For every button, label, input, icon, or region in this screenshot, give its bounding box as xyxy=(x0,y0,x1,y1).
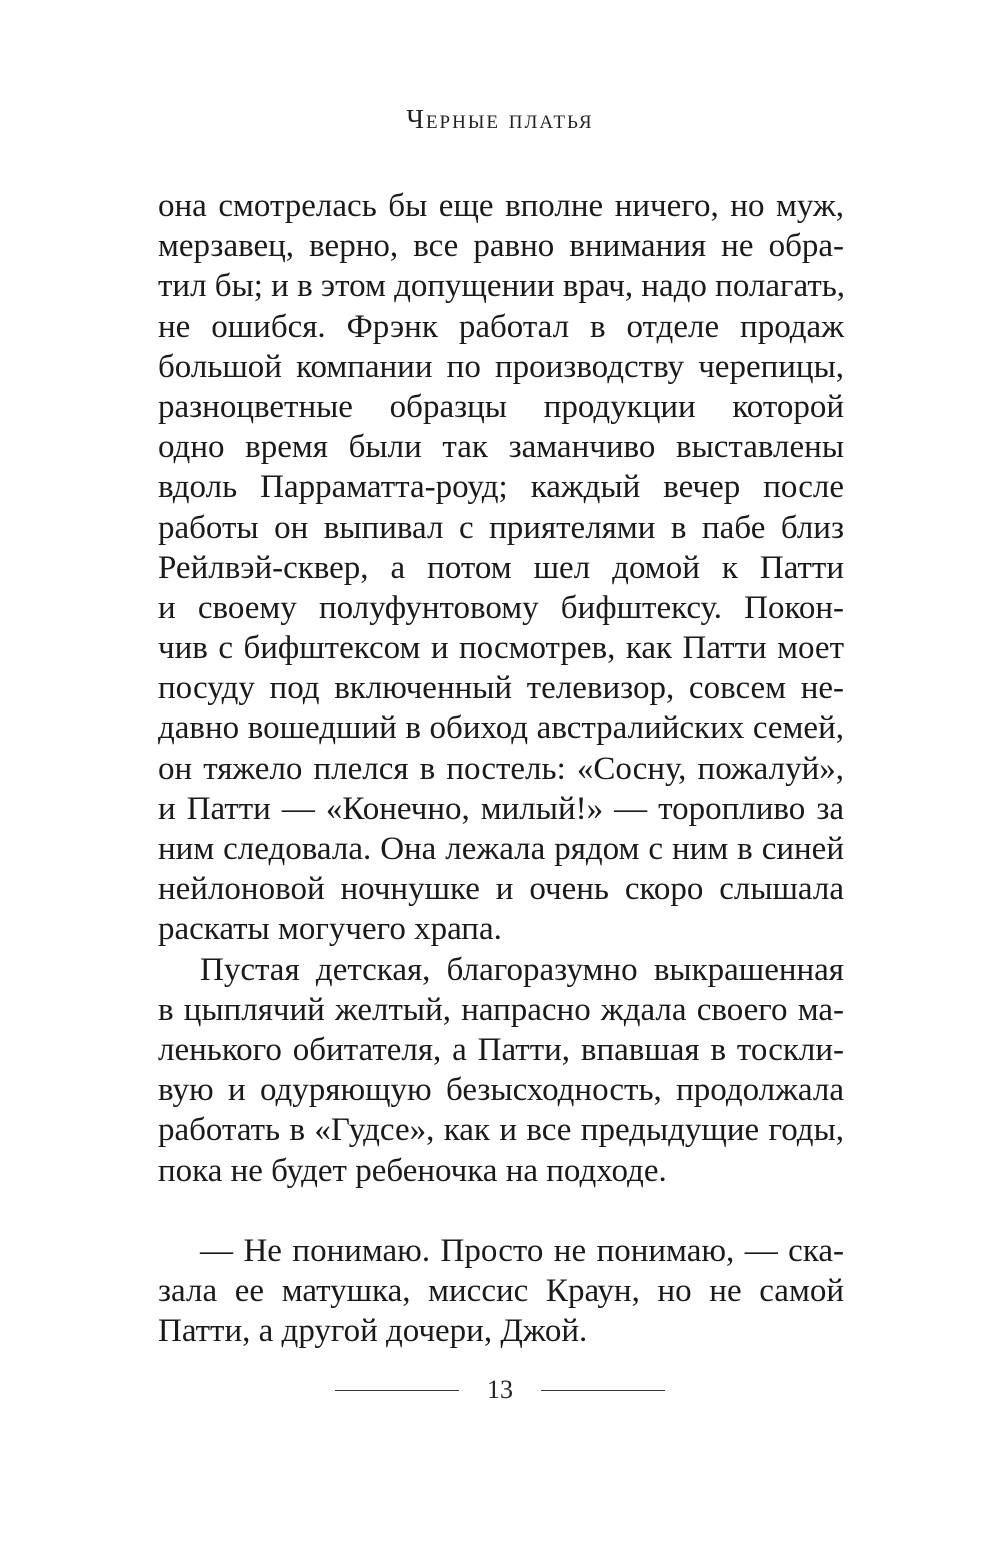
running-head: Черные платья xyxy=(406,104,594,134)
page-footer xyxy=(0,1370,1000,1410)
text-line: зала ее матушка, миссис Краун, но не самой xyxy=(158,1272,844,1309)
text-line: мерзавец, верно, все равно внимания не обра- xyxy=(158,228,844,265)
paragraph-3 xyxy=(158,1231,844,1352)
text-line: она смотрелась бы еще вполне ничего, но муж, xyxy=(158,188,844,224)
text-line: нейлоновой ночнушке и очень скоро слышала xyxy=(158,871,844,908)
text-line: и своему полуфунтовому бифштексу. Покон- xyxy=(158,589,844,626)
paragraph-1 xyxy=(158,186,844,950)
text-line: Рейлвэй-сквер, а потом шел домой к Патти xyxy=(158,549,844,586)
text-line: Патти, а другой дочери, Джой. xyxy=(158,1313,588,1350)
text-line: разноцветные образцы продукции которой xyxy=(158,388,844,425)
text-line: большой компании по производству черепицы, xyxy=(158,348,844,385)
text-line: тил бы; и в этом допущении врач, надо полагать, xyxy=(158,268,846,305)
text-line: — Не понимаю. Просто не понимаю, — ска- xyxy=(200,1232,844,1269)
paragraph-2 xyxy=(158,950,844,1191)
text-line: вдоль Парраматта-роуд; каждый вечер после xyxy=(158,469,844,506)
text-line: пока не будет ребеночка на подходе. xyxy=(158,1152,667,1189)
text-line: ленького обитателя, а Патти, впавшая в тоскли- xyxy=(158,1031,844,1068)
footer-rule-left xyxy=(335,1390,459,1391)
text-line: одно время были так заманчиво выставлены xyxy=(158,429,844,466)
text-line: вую и одуряющую безысходность, продолжала xyxy=(158,1072,844,1109)
text-line: он тяжело плелся в постель: «Сосну, пожалуй», xyxy=(158,750,844,787)
text-line: работать в «Гудсе», как и все предыдущие годы, xyxy=(158,1112,844,1149)
text-line: работы он выпивал с приятелями в пабе близ xyxy=(158,509,844,546)
body-text xyxy=(158,186,844,1351)
section-break xyxy=(158,1191,844,1231)
footer-rule-right xyxy=(541,1390,665,1391)
text-line: не ошибся. Фрэнк работал в отделе продаж xyxy=(158,308,844,345)
text-line: давно вошедший в обиход австралийских семей, xyxy=(158,710,844,747)
page-number: 13 xyxy=(487,1375,513,1404)
text-line: Пустая детская, благоразумно выкрашенная xyxy=(200,951,844,988)
text-line: ним следовала. Она лежала рядом с ним в синей xyxy=(158,831,844,867)
text-line: и Патти — «Конечно, милый!» — торопливо за xyxy=(158,790,844,827)
text-line: чив с бифштексом и посмотрев, как Патти моет xyxy=(158,630,844,667)
text-line: в цыплячий желтый, напрасно ждала своего ма- xyxy=(158,991,844,1028)
text-line: посуду под включенный телевизор, совсем не- xyxy=(158,670,844,707)
text-line: раскаты могучего храпа. xyxy=(158,911,502,948)
